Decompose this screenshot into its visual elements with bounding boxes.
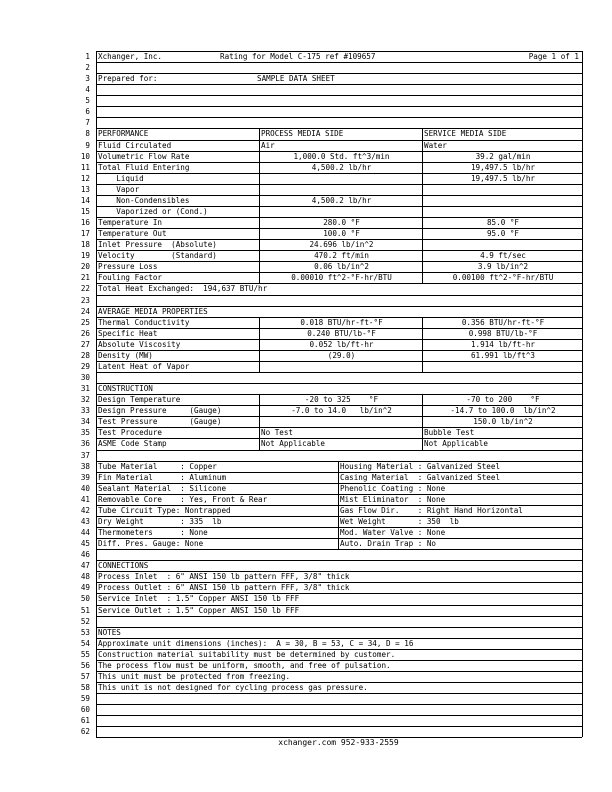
note-row: This unit must be protected from freezing. bbox=[98, 671, 291, 681]
prepared-for-value: SAMPLE DATA SHEET bbox=[257, 74, 335, 84]
line-number: 25 bbox=[80, 317, 90, 327]
detail-left: Dry Weight : 335 lb bbox=[98, 516, 222, 526]
performance-label: Fluid Circulated bbox=[98, 140, 172, 150]
page-indicator: Page 1 of 1 bbox=[528, 52, 579, 61]
note-row: The process flow must be uniform, smooth, and free of pulsation. bbox=[98, 660, 391, 670]
construction-label: Test Procedure bbox=[98, 428, 163, 438]
process-media-header: PROCESS MEDIA SIDE bbox=[261, 129, 344, 139]
service-value: Not Applicable bbox=[424, 439, 489, 449]
section-title-notes: NOTES bbox=[98, 627, 121, 637]
service-value bbox=[422, 184, 582, 195]
service-value: 150.0 lb/in^2 bbox=[473, 417, 533, 427]
process-value bbox=[259, 206, 422, 217]
section-title-construction: CONSTRUCTION bbox=[98, 384, 153, 394]
line-number: 53 bbox=[80, 627, 90, 637]
detail-left: Tube Material : Copper bbox=[98, 461, 217, 471]
process-value bbox=[259, 184, 422, 195]
line-number: 7 bbox=[85, 118, 90, 128]
grid-line bbox=[96, 95, 582, 96]
column-divider bbox=[582, 51, 583, 737]
line-number: 30 bbox=[80, 373, 90, 383]
service-value: Bubble Test bbox=[424, 428, 475, 438]
grid-line bbox=[96, 715, 582, 716]
performance-label: Pressure Loss bbox=[98, 262, 158, 272]
grid-line bbox=[96, 106, 582, 107]
line-number: 29 bbox=[80, 361, 90, 371]
line-number: 13 bbox=[80, 184, 90, 194]
detail-left: Tube Circuit Type: Nontrapped bbox=[98, 505, 231, 515]
detail-right: Mist Eliminator : None bbox=[340, 494, 446, 504]
line-number: 19 bbox=[80, 251, 90, 261]
service-value bbox=[422, 361, 582, 372]
detail-left: Removable Core : Yes, Front & Rear bbox=[98, 494, 268, 504]
line-number: 54 bbox=[80, 638, 90, 648]
service-value: 19,497.5 lb/hr bbox=[470, 173, 535, 183]
line-number: 33 bbox=[80, 406, 90, 416]
performance-label: Temperature Out bbox=[98, 229, 167, 239]
line-number: 1 bbox=[85, 52, 90, 61]
service-value: Water bbox=[424, 140, 447, 150]
grid-line bbox=[96, 84, 582, 85]
process-value: (29.0) bbox=[327, 350, 356, 360]
line-number: 38 bbox=[80, 461, 90, 471]
service-value: 19,497.5 lb/hr bbox=[470, 162, 535, 172]
process-value: 280.0 °F bbox=[323, 218, 360, 228]
grid-line bbox=[96, 117, 582, 118]
performance-label: Fouling Factor bbox=[98, 273, 163, 283]
connection-row: Service Inlet : 1.5" Copper ANSI 150 lb FFF bbox=[98, 594, 300, 604]
process-value: 100.0 °F bbox=[323, 229, 360, 239]
section-title-performance: PERFORMANCE bbox=[98, 129, 149, 139]
performance-label: Total Fluid Entering bbox=[98, 162, 190, 172]
line-number: 61 bbox=[80, 716, 90, 726]
note-row: Approximate unit dimensions (inches): A = 30, B = 53, C = 34, D = 16 bbox=[98, 638, 414, 648]
grid-line bbox=[96, 62, 582, 63]
line-number: 49 bbox=[80, 583, 90, 593]
line-number: 18 bbox=[80, 240, 90, 250]
line-number: 10 bbox=[80, 151, 90, 161]
service-value bbox=[422, 239, 582, 250]
detail-right: Phenolic Coating : None bbox=[340, 483, 446, 493]
performance-label: Non-Condensibles bbox=[98, 195, 190, 205]
process-value: 1,000.0 Std. ft^3/min bbox=[293, 151, 390, 161]
construction-label: Design Temperature bbox=[98, 395, 181, 405]
rating-title: Rating for Model C-175 ref #109657 bbox=[220, 52, 376, 61]
total-heat-exchanged: Total Heat Exchanged: 194,637 BTU/hr bbox=[98, 284, 268, 294]
footer-contact: xchanger.com 952-933-2559 bbox=[278, 738, 399, 747]
detail-right: Casing Material : Galvanized Steel bbox=[340, 472, 501, 482]
grid-line bbox=[96, 726, 582, 727]
service-value bbox=[422, 206, 582, 217]
property-label: Specific Heat bbox=[98, 328, 158, 338]
performance-label: Vaporized or (Cond.) bbox=[98, 206, 208, 216]
process-value bbox=[259, 173, 422, 184]
line-number: 15 bbox=[80, 206, 90, 216]
grid-line bbox=[96, 295, 582, 296]
line-number: 60 bbox=[80, 705, 90, 715]
note-row: This unit is not designed for cycling process gas pressure. bbox=[98, 682, 368, 692]
detail-left: Diff. Pres. Gauge: None bbox=[98, 539, 204, 549]
performance-label: Inlet Pressure (Absolute) bbox=[98, 240, 217, 250]
line-number: 39 bbox=[80, 472, 90, 482]
process-value: 4,500.2 lb/hr bbox=[311, 195, 372, 205]
line-number: 14 bbox=[80, 195, 90, 205]
process-value: 0.018 BTU/hr-ft-°F bbox=[300, 317, 383, 327]
process-value: 24.696 lb/in^2 bbox=[309, 240, 374, 250]
construction-label: ASME Code Stamp bbox=[98, 439, 167, 449]
process-value: -7.0 to 14.0 lb/in^2 bbox=[291, 406, 392, 416]
line-number: 55 bbox=[80, 649, 90, 659]
line-number: 51 bbox=[80, 605, 90, 615]
line-number: 26 bbox=[80, 328, 90, 338]
process-value: 470.2 ft/min bbox=[314, 251, 369, 261]
service-value: 95.0 °F bbox=[486, 229, 519, 239]
line-number: 23 bbox=[80, 295, 90, 305]
line-number: 57 bbox=[80, 671, 90, 681]
line-number: 21 bbox=[80, 273, 90, 283]
line-number: 16 bbox=[80, 218, 90, 228]
performance-label: Vapor bbox=[98, 184, 140, 194]
connection-row: Service Outlet : 1.5" Copper ANSI 150 lb FFF bbox=[98, 605, 300, 615]
process-value: 0.00010 ft^2-°F-hr/BTU bbox=[291, 273, 392, 283]
grid-line bbox=[96, 693, 582, 694]
line-number: 35 bbox=[80, 428, 90, 438]
detail-left: Thermometers : None bbox=[98, 528, 208, 537]
process-value: 4,500.2 lb/hr bbox=[311, 162, 372, 172]
grid-line bbox=[96, 616, 582, 617]
line-number: 37 bbox=[80, 450, 90, 460]
construction-label: Test Pressure (Gauge) bbox=[98, 417, 222, 427]
line-number: 44 bbox=[80, 528, 90, 537]
line-number: 52 bbox=[80, 616, 90, 626]
prepared-for-label: Prepared for: bbox=[98, 74, 158, 84]
grid-line bbox=[96, 372, 582, 373]
line-number: 47 bbox=[80, 561, 90, 571]
line-number: 24 bbox=[80, 306, 90, 316]
service-value: 61.991 lb/ft^3 bbox=[470, 350, 535, 360]
service-media-header: SERVICE MEDIA SIDE bbox=[424, 129, 507, 139]
process-value: 0.06 lb/in^2 bbox=[314, 262, 369, 272]
process-value: 0.052 lb/ft-hr bbox=[309, 339, 374, 349]
process-value bbox=[259, 361, 422, 372]
line-number: 2 bbox=[85, 63, 90, 73]
connection-row: Process Inlet : 6" ANSI 150 lb pattern FFF, 3/8" thick bbox=[98, 572, 350, 582]
line-number: 17 bbox=[80, 229, 90, 239]
grid-line bbox=[96, 549, 582, 550]
connection-row: Process Outlet : 6" ANSI 150 lb pattern FFF, 3/8" thick bbox=[98, 583, 350, 593]
detail-left: Sealant Material : Silicone bbox=[98, 483, 227, 493]
grid-line bbox=[96, 450, 582, 451]
process-value: Air bbox=[261, 140, 275, 150]
line-number: 8 bbox=[85, 129, 90, 139]
line-number: 42 bbox=[80, 505, 90, 515]
detail-right: Gas Flow Dir. : Right Hand Horizontal bbox=[340, 505, 523, 515]
line-number: 3 bbox=[85, 74, 90, 84]
line-number: 20 bbox=[80, 262, 90, 272]
performance-label: Temperature In bbox=[98, 218, 163, 228]
detail-right: Wet Weight : 350 lb bbox=[340, 516, 459, 526]
service-value: 0.998 BTU/lb-°F bbox=[468, 328, 538, 338]
line-number: 6 bbox=[85, 107, 90, 117]
line-number: 43 bbox=[80, 516, 90, 526]
detail-right: Auto. Drain Trap : No bbox=[340, 539, 437, 549]
service-value: 0.356 BTU/hr-ft-°F bbox=[461, 317, 545, 327]
line-number: 12 bbox=[80, 173, 90, 183]
line-number: 46 bbox=[80, 550, 90, 560]
line-number: 28 bbox=[80, 350, 90, 360]
process-value bbox=[259, 416, 422, 427]
line-number: 4 bbox=[85, 85, 90, 95]
property-label: Density (MW) bbox=[98, 350, 153, 360]
grid-line bbox=[96, 737, 582, 738]
service-value: 4.9 ft/sec bbox=[480, 251, 526, 261]
line-number: 22 bbox=[80, 284, 90, 294]
performance-label: Volumetric Flow Rate bbox=[98, 151, 190, 161]
note-row: Construction material suitability must be determined by customer. bbox=[98, 649, 396, 659]
detail-right: Housing Material : Galvanized Steel bbox=[340, 461, 501, 471]
section-title-properties: AVERAGE MEDIA PROPERTIES bbox=[98, 306, 208, 316]
service-value: 85.0 °F bbox=[486, 218, 519, 228]
property-label: Latent Heat of Vapor bbox=[98, 361, 190, 371]
service-value: -14.7 to 100.0 lb/in^2 bbox=[450, 406, 556, 416]
line-number: 58 bbox=[80, 682, 90, 692]
detail-right: Mod. Water Valve : None bbox=[340, 528, 446, 537]
company-name: Xchanger, Inc. bbox=[98, 52, 163, 61]
service-value: 1.914 lb/ft-hr bbox=[470, 339, 535, 349]
line-number: 40 bbox=[80, 483, 90, 493]
line-number: 32 bbox=[80, 395, 90, 405]
line-number: 41 bbox=[80, 494, 90, 504]
performance-label: Liquid bbox=[98, 173, 144, 183]
line-number: 5 bbox=[85, 96, 90, 106]
line-number: 56 bbox=[80, 660, 90, 670]
performance-label: Velocity (Standard) bbox=[98, 251, 217, 261]
service-value: 3.9 lb/in^2 bbox=[477, 262, 529, 272]
line-number: 11 bbox=[80, 162, 90, 172]
line-number: 27 bbox=[80, 339, 90, 349]
line-number: 45 bbox=[80, 539, 90, 549]
service-value: -70 to 200 °F bbox=[466, 395, 540, 405]
line-number: 34 bbox=[80, 417, 90, 427]
detail-left: Fin Material : Aluminum bbox=[98, 472, 227, 482]
line-number: 59 bbox=[80, 694, 90, 704]
process-value: -20 to 325 °F bbox=[304, 395, 379, 405]
process-value: No Test bbox=[261, 428, 294, 438]
line-number: 9 bbox=[85, 140, 90, 150]
construction-label: Design Pressure (Gauge) bbox=[98, 406, 222, 416]
service-value: 0.00100 ft^2-°F-hr/BTU bbox=[452, 273, 554, 283]
section-title-connections: CONNECTIONS bbox=[98, 561, 149, 571]
grid-line bbox=[96, 704, 582, 705]
property-label: Absolute Viscosity bbox=[98, 339, 181, 349]
line-number: 62 bbox=[80, 727, 90, 737]
line-number: 31 bbox=[80, 384, 90, 394]
service-value bbox=[422, 195, 582, 206]
line-number: 36 bbox=[80, 439, 90, 449]
process-value: Not Applicable bbox=[261, 439, 326, 449]
line-number: 48 bbox=[80, 572, 90, 582]
process-value: 0.240 BTU/lb-°F bbox=[307, 328, 376, 338]
service-value: 39.2 gal/min bbox=[475, 151, 531, 161]
property-label: Thermal Conductivity bbox=[98, 317, 190, 327]
line-number: 50 bbox=[80, 594, 90, 604]
